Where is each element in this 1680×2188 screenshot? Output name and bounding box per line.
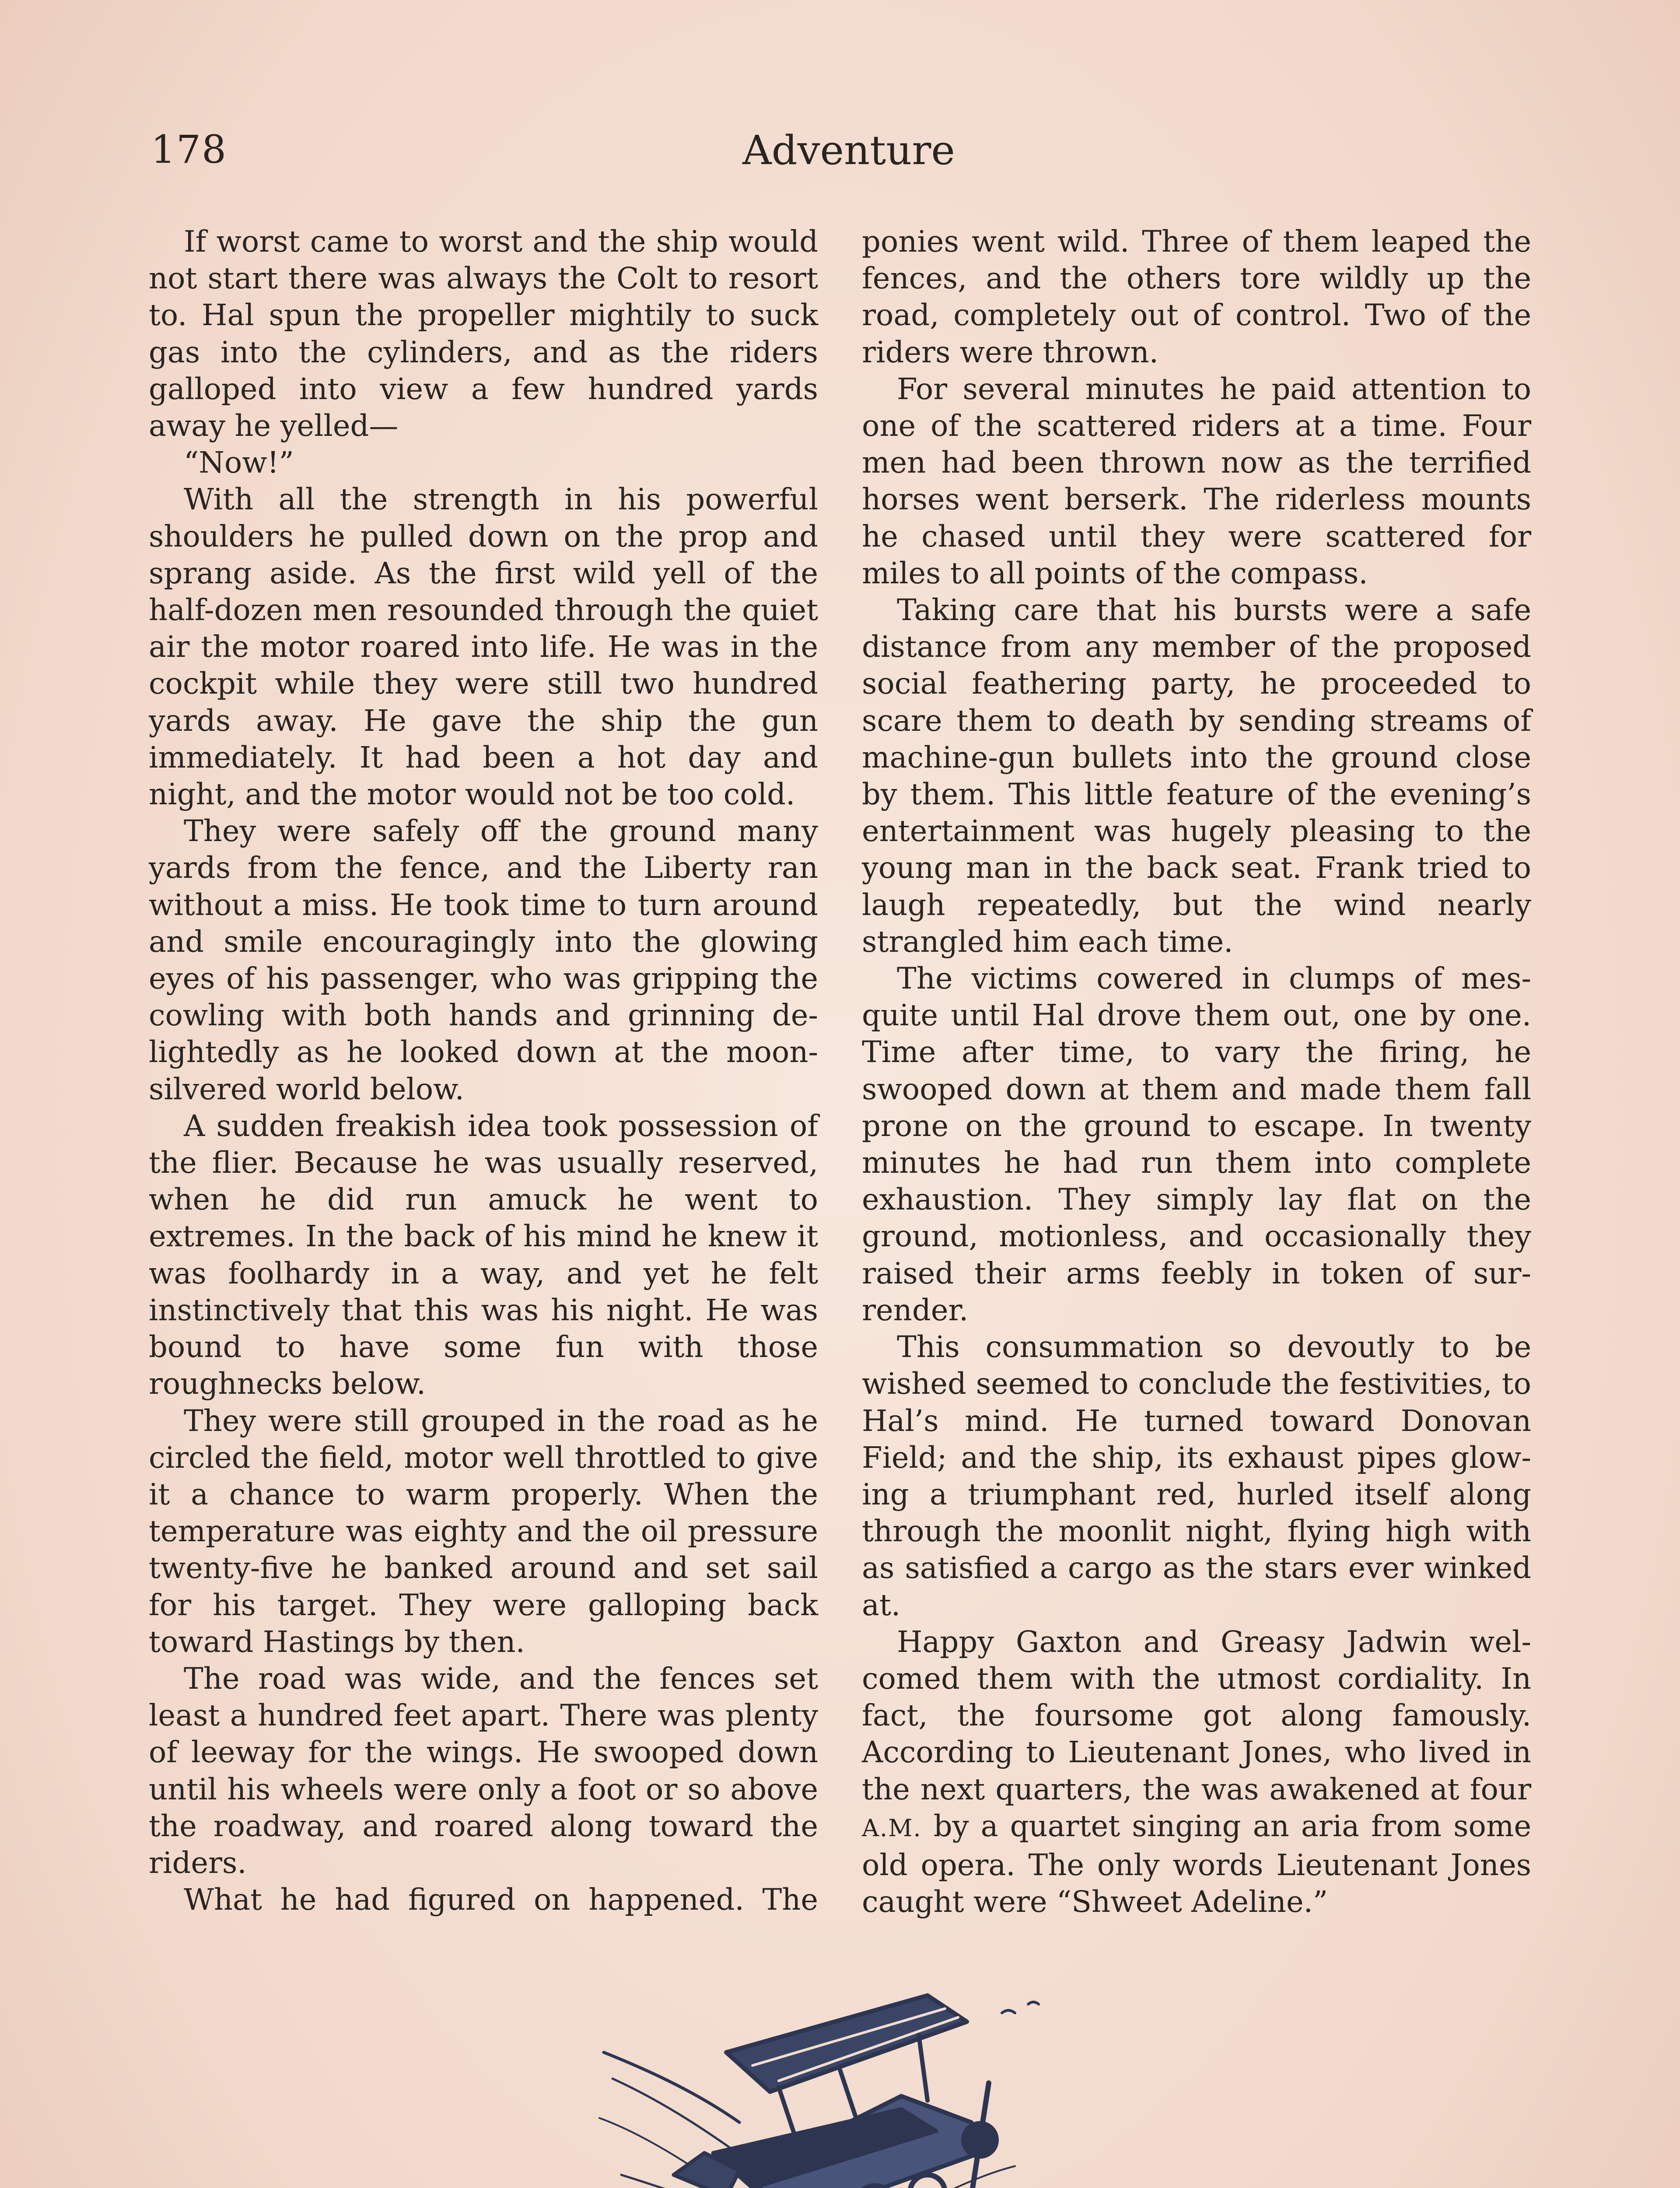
dust-streak bbox=[604, 2052, 739, 2122]
bird-speck bbox=[1002, 2002, 1039, 2013]
paragraph: If worst came to worst and the ship would not start there was always the Colt to resort to. Hal spun the propeller mightily to suck gas into the cylinders, and as the riders galloped into view a few hundred yards away he yelled— bbox=[149, 224, 818, 443]
page-header bbox=[151, 127, 1547, 193]
small-caps-time: A.M. bbox=[862, 1814, 922, 1842]
running-title: Adventure bbox=[742, 127, 955, 174]
right-column bbox=[862, 223, 1531, 1920]
paragraph: This consummation so devoutly to be wished seemed to conclude the festivities, to Hal’s mind. He turned toward Donovan Field; and the ship, its exhaust pipes glowing a triumphant red, hurled itself along through the moonlit night, flying high with as satisfied a cargo as the stars ever winked at. bbox=[862, 1330, 1531, 1622]
text-run: by a quartet singing an aria from some old opera. The only words Lieutenant Jones caught were “Shweet Adeline.” bbox=[862, 1809, 1531, 1919]
paragraph: ponies went wild. Three of them leaped the fences, and the others tore wildly up the road, completely out of control. Two of the riders were thrown. bbox=[862, 224, 1531, 369]
text-run: Happy Gaxton and Greasy Jadwin welcomed them with the utmost cordiality. In fact, the foursome got along famously. According to Lieutenant Jones, who lived in the next quarters, the was awakened at four bbox=[862, 1624, 1531, 1806]
biplane-illustration bbox=[595, 1987, 1111, 2188]
paragraph: They were still grouped in the road as he circled the field, motor well throttled to give it a chance to warm properly. When the temperature was eighty and the oil pressure twenty-five he banked around and set sail for his target. They were galloping back toward Hastings by then. bbox=[149, 1403, 818, 1659]
paragraph: Taking care that his bursts were a safe distance from any member of the proposed social feathering party, he proceeded to scare them to death by sending streams of machine-gun bullets into the ground close by them. This little feature of the evening’s entertainment was hugely pleasing to the young man in the back seat. Frank tried to laugh repeatedly, but the wind nearly strangled him each time. bbox=[862, 593, 1531, 959]
paragraph: For several minutes he paid attention to one of the scattered riders at a time. Four men had been thrown now as the terrified horses went berserk. The riderless mounts he chased until they were scattered for miles to all points of the compass. bbox=[862, 372, 1531, 590]
paragraph: “Now!” bbox=[184, 445, 294, 480]
paragraph: With all the strength in his powerful shoulders he pulled down on the prop and sprang aside. As the first wild yell of the half-dozen men resounded through the quiet air the motor roared into life. He was in the cockpit while they were still two hundred yards away. He gave the ship the gun immediately. It had been a hot day and night, and the motor would not be too cold. bbox=[149, 482, 818, 812]
paragraph bbox=[862, 1623, 1531, 1921]
paragraph: The victims cowered in clumps of mesquite until Hal drove them out, one by one. Time after time, to vary the firing, he swooped down at them and made them fall prone on the ground to escape. In twenty minutes he had run them into complete exhaustion. They simply lay flat on the ground, motionless, and occasionally they raised their arms feebly in token of surrender. bbox=[862, 961, 1531, 1327]
paragraph: The road was wide, and the fences set least a hundred feet apart. There was plenty of leeway for the wings. He swooped down until his wheels were only a foot or so above the roadway, and roared along toward the riders. bbox=[149, 1661, 818, 1880]
left-column bbox=[149, 223, 818, 1918]
page-number: 178 bbox=[151, 127, 227, 172]
paragraph: What he had figured on happened. The bbox=[184, 1883, 818, 1917]
landing-wheel bbox=[910, 2175, 945, 2188]
paragraph: A sudden freakish idea took possession of the flier. Because he was usually reserved, when he did run amuck he went to extremes. In the back of his mind he knew it was foolhardy in a way, and yet he felt instinctively that this was his night. He was bound to have some fun with those roughnecks below. bbox=[149, 1108, 818, 1401]
upper-wing bbox=[726, 1995, 967, 2092]
paragraph: They were safely off the ground many yards from the fence, and the Liberty ran without a miss. He took time to turn around and smile encouragingly into the glowing eyes of his passenger, who was gripping the cowling with both hands and grinning delightedly as he looked down at the moonsilvered world below. bbox=[149, 814, 818, 1106]
